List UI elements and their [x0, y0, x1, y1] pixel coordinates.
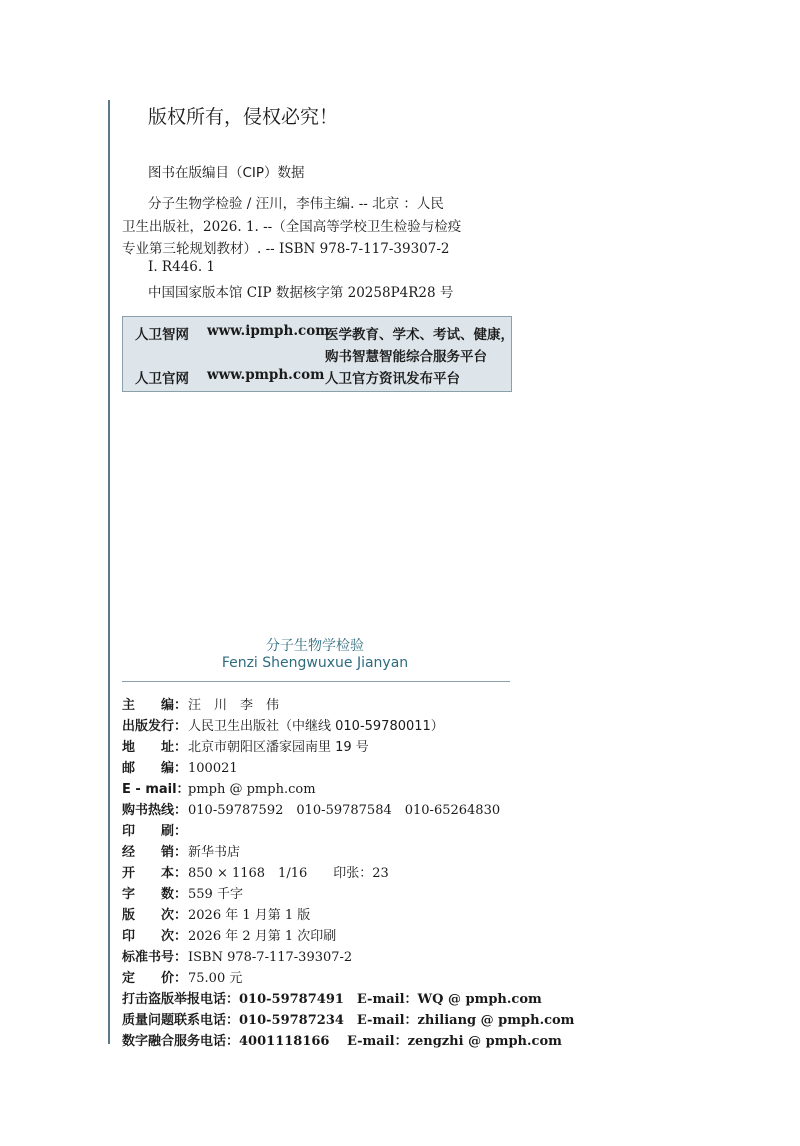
info-row-hotline: 购书热线：010-59787592 010-59787584 010-65264830 [122, 803, 501, 818]
info-row-distributor: 经 销：新华书店 [122, 845, 241, 860]
book-title-chinese: 分子生物学检验 [266, 638, 364, 654]
website-name: 人卫官网 [135, 371, 189, 387]
book-title-pinyin: Fenzi Shengwuxue Jianyan [221, 655, 409, 671]
cip-line: Ⅰ. R446. 1 [148, 259, 216, 275]
info-row-printing: 印 次：2026 年 2 月第 1 次印刷 [122, 929, 337, 944]
hotline-quality: 质量问题联系电话：010-59787234 E-mail：zhiliang @ pmph.com [122, 1013, 575, 1028]
info-row-price: 定 价：75.00 元 [122, 971, 243, 986]
info-row-address: 地 址：北京市朝阳区潘家园南里 19 号 [122, 740, 369, 755]
cip-line: 专业第三轮规划教材）. -- ISBN 978-7-117-39307-2 [122, 241, 450, 257]
copyright-notice: 版权所有，侵权必究！ [148, 106, 339, 128]
website-url[interactable]: www.pmph.com [207, 367, 325, 383]
hotline-piracy: 打击盗版举报电话：010-59787491 E-mail：WQ @ pmph.com [122, 992, 542, 1007]
website-info-box [122, 316, 512, 392]
title-divider [122, 681, 510, 682]
website-name: 人卫智网 [135, 327, 189, 343]
cip-line: 中国国家版本馆 CIP 数据核字第 20258P4R28 号 [148, 285, 454, 301]
website-desc-line2: 购书智慧智能综合服务平台 [325, 349, 487, 365]
cip-line: 分子生物学检验 / 汪川，李伟主编. -- 北京 ：人民 [148, 196, 444, 212]
info-row-postcode: 邮 编：100021 [122, 761, 238, 776]
cip-line: 卫生出版社，2026. 1. --（全国高等学校卫生检验与检疫 [122, 219, 462, 235]
website-desc: 人卫官方资讯发布平台 [325, 371, 460, 387]
info-row-edition: 版 次：2026 年 1 月第 1 版 [122, 908, 311, 923]
info-row-wordcount: 字 数：559 千字 [122, 887, 243, 902]
left-margin-rule [108, 100, 110, 1044]
hotline-digital: 数字融合服务电话：4001118166 E-mail：zengzhi @ pmph.com [122, 1034, 562, 1049]
website-url[interactable]: www.ipmph.com [207, 323, 330, 339]
info-row-format: 开 本：850 × 1168 1/16 印张：23 [122, 866, 389, 881]
website-desc: 医学教育、学术、考试、健康， [325, 327, 514, 343]
cip-heading: 图书在版编目（CIP）数据 [148, 165, 305, 181]
info-row-isbn: 标准书号：ISBN 978-7-117-39307-2 [122, 950, 353, 965]
info-row-email: E - mail：pmph @ pmph.com [122, 782, 316, 797]
info-row-publisher: 出版发行：人民卫生出版社（中继线 010-59780011） [122, 719, 444, 734]
info-row-editor: 主 编：汪 川 李 伟 [122, 698, 280, 713]
info-row-printer: 印 刷： [122, 824, 188, 839]
